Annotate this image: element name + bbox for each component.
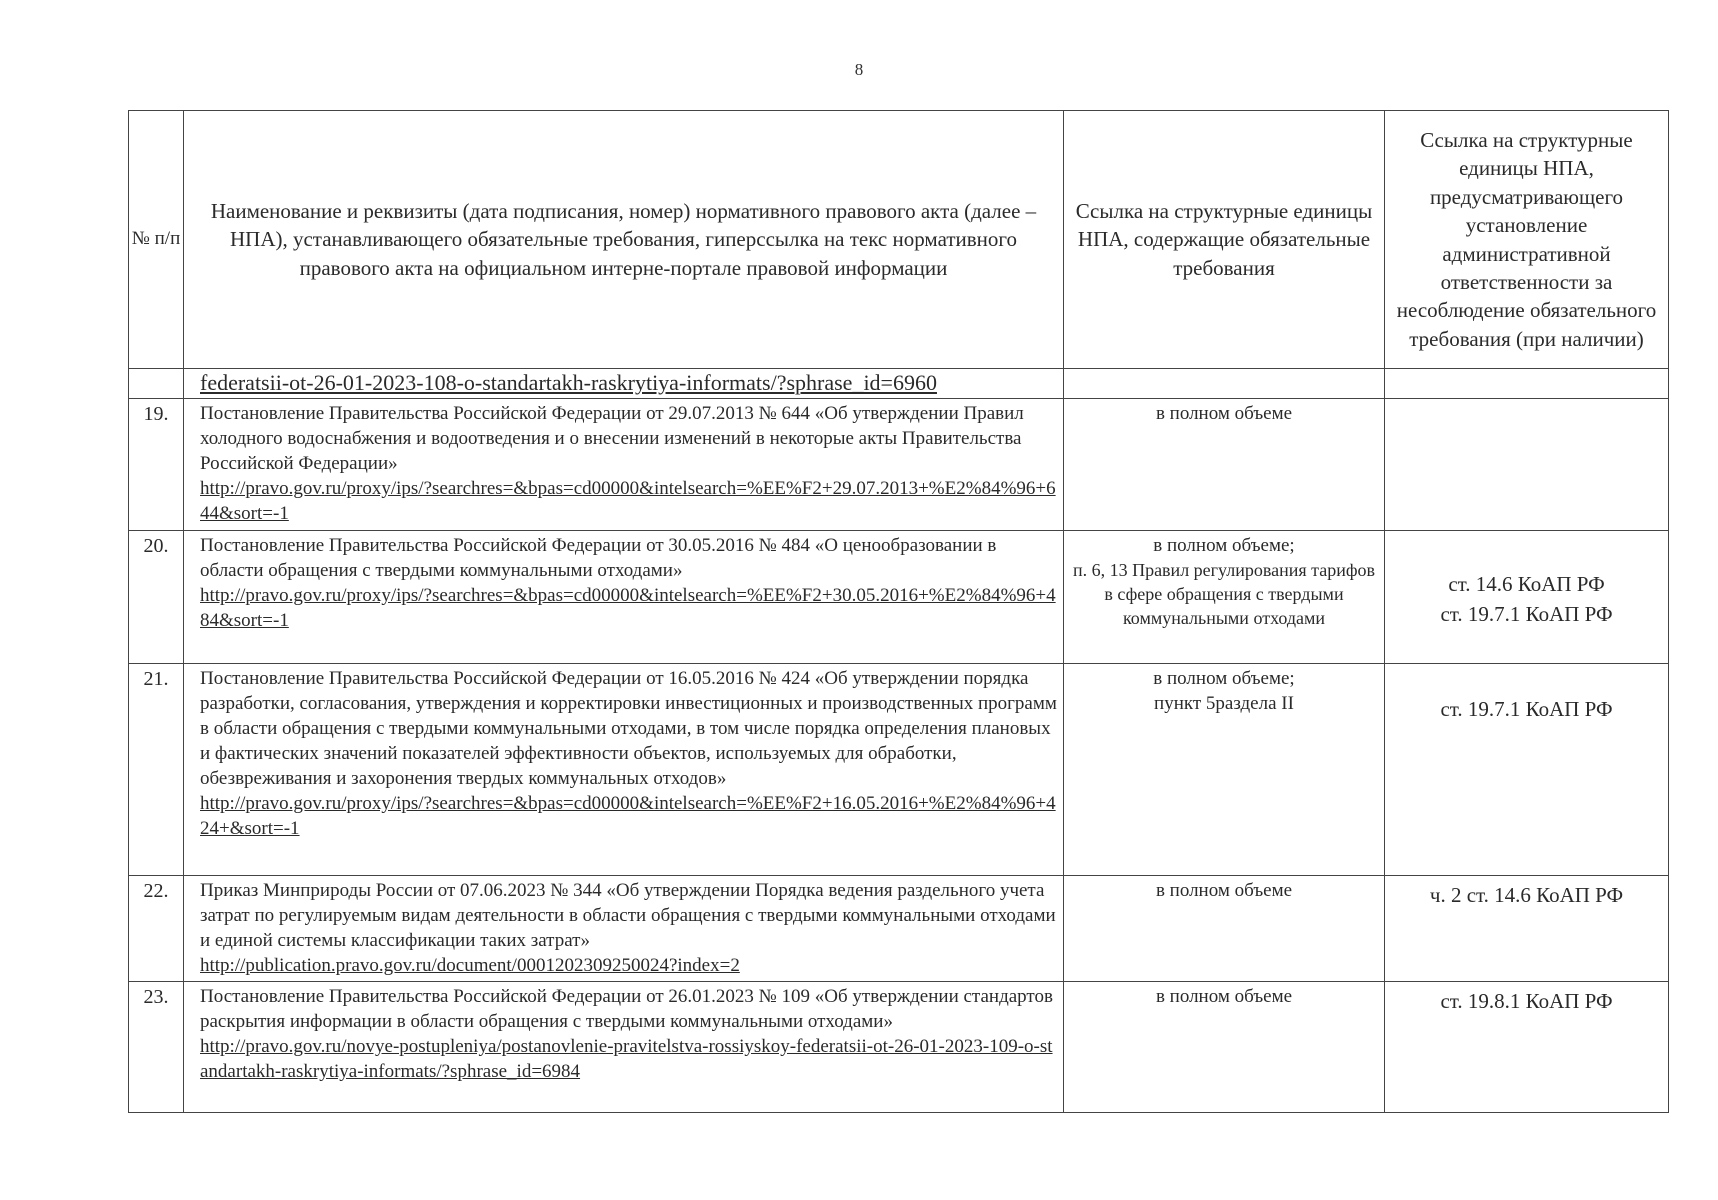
row-num: 22. [129,876,184,982]
row-requirements [1064,982,1385,1113]
row-act [184,531,1064,664]
row-liability-line: ст. 19.7.1 КоАП РФ [1440,697,1613,721]
row-act-title: Постановление Правительства Российской Федерации от 26.01.2023 № 109 «Об утверждении стандартов раскрытия информации в области обращения с твердыми коммунальными отходами» [200,986,1053,1032]
table-row [129,531,1669,664]
continuation-link[interactable]: federatsii-ot-26-01-2023-108-o-standartakh-raskrytiya-informats/?sphrase_id=6960 [200,370,937,395]
row-requirements [1064,399,1385,531]
row-requirements-main: в полном объеме; [1153,535,1295,556]
row-num: 21. [129,664,184,876]
row-liability [1385,664,1669,876]
row-liability [1385,531,1669,664]
row-requirements-main: в полном объеме [1155,403,1293,424]
row-liability [1385,876,1669,982]
row-num: 19. [129,399,184,531]
row-act [184,982,1064,1113]
requirements-table [128,110,1669,1113]
table-row [129,664,1669,876]
row-liability-line: ч. 2 ст. 14.6 КоАП РФ [1429,883,1624,907]
row-liability-line: ст. 19.7.1 КоАП РФ [1440,602,1613,626]
row-act-link[interactable]: http://pravo.gov.ru/novye-postupleniya/postanovlenie-pravitelstva-rossiyskoy-federatsii-ot-26-01-2023-109-o-standartakh-raskrytiya-informats/?sphrase_id=6984 [200,1036,1053,1082]
table-row [129,876,1669,982]
row-act-title: Постановление Правительства Российской Федерации от 29.07.2013 № 644 «Об утверждении Правил холодного водоснабжения и водоотведения и о внесении изменений в некоторые акты Правительства Российской Федерации» [200,403,1024,474]
row-act-link[interactable]: http://pravo.gov.ru/proxy/ips/?searchres=&bpas=cd00000&intelsearch=%EE%F2+29.07.2013+%E2%84%96+644&sort=-1 [200,478,1056,524]
header-row [129,111,1669,369]
continuation-liab-cell [1385,369,1669,399]
header-num: № п/п [129,111,184,369]
continuation-req-cell [1064,369,1385,399]
header-name: Наименование и реквизиты (дата подписания, номер) нормативного правового акта (далее – НПА), устанавливающего обязательные требования, гиперссылка на текс нормативного правового акта на официальном интерне-портале правовой информации [184,111,1064,369]
row-liability-line: ст. 14.6 КоАП РФ [1448,572,1605,596]
row-requirements-main: в полном объеме [1155,986,1293,1007]
row-act-title: Постановление Правительства Российской Федерации от 30.05.2016 № 484 «О ценообразовании в области обращения с твердыми коммунальными отходами» [200,535,997,581]
row-requirements-main: в полном объеме; [1153,668,1295,689]
row-num: 23. [129,982,184,1113]
row-liability-line: ст. 19.8.1 КоАП РФ [1440,989,1613,1013]
row-num: 20. [129,531,184,664]
header-requirements: Ссылка на структурные единицы НПА, содержащие обязательные требования [1064,111,1385,369]
row-requirements-detail: п. 6, 13 Правил регулирования тарифов в сфере обращения с твердыми коммунальными отходами [1072,560,1376,628]
continuation-row [129,369,1669,399]
header-liability: Ссылка на структурные единицы НПА, предусматривающего установление административной ответственности за несоблюдение обязательного требования (при наличии) [1385,111,1669,369]
row-act [184,876,1064,982]
row-act-title: Постановление Правительства Российской Федерации от 16.05.2016 № 424 «Об утверждении порядка разработки, согласования, утверждения и корректировки инвестиционных и производственных программ в области обращения с твердыми коммунальными отходами, в том числе порядка определения плановых и фактических значений показателей эффективности объектов, используемых для обработки, обезвреживания и захоронения твердых коммунальных отходов» [200,668,1057,789]
row-act-link[interactable]: http://pravo.gov.ru/proxy/ips/?searchres=&bpas=cd00000&intelsearch=%EE%F2+16.05.2016+%E2%84%96+424+&sort=-1 [200,793,1056,839]
table-row [129,399,1669,531]
page-number: 8 [854,60,864,79]
row-act-link[interactable]: http://pravo.gov.ru/proxy/ips/?searchres=&bpas=cd00000&intelsearch=%EE%F2+30.05.2016+%E2%84%96+484&sort=-1 [200,585,1056,631]
continuation-name-cell [184,369,1064,399]
row-liability [1385,399,1669,531]
row-act [184,664,1064,876]
row-act-title: Приказ Минприроды России от 07.06.2023 № 344 «Об утверждении Порядка ведения раздельного учета затрат по регулируемым видам деятельности в области обращения с твердыми коммунальными отходами и единой системы классификации таких затрат» [200,880,1056,951]
row-liability [1385,982,1669,1113]
continuation-num-cell [129,369,184,399]
row-requirements [1064,664,1385,876]
row-requirements-detail: пункт 5раздела II [1154,693,1294,714]
row-act-link[interactable]: http://publication.pravo.gov.ru/document/0001202309250024?index=2 [200,955,740,976]
row-act [184,399,1064,531]
row-requirements [1064,531,1385,664]
table-row [129,982,1669,1113]
row-requirements [1064,876,1385,982]
row-requirements-main: в полном объеме [1155,880,1293,901]
